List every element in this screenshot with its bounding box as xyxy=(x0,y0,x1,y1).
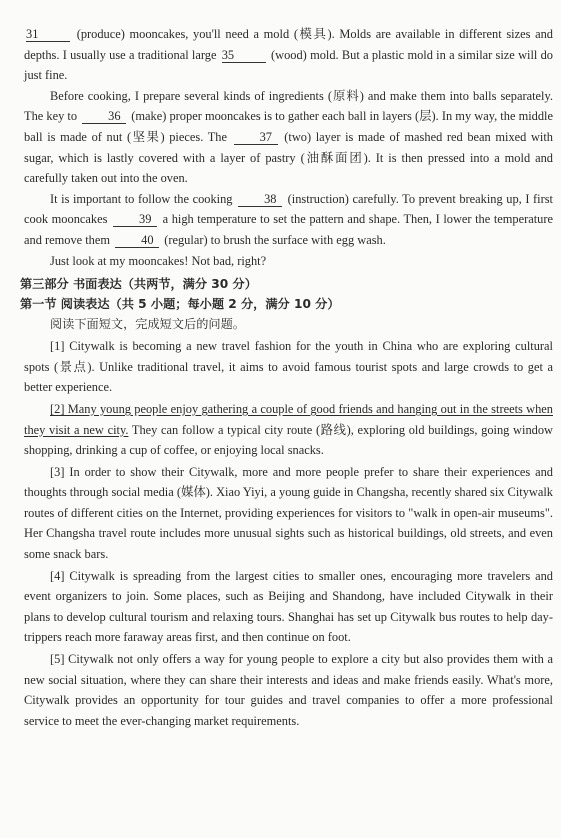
underlined-sentence: [2] Many young people enjoy gathering a couple of good friends and hanging out in the streets when they visit a new city. xyxy=(24,401,553,437)
cloze-paragraph-2 xyxy=(24,86,553,189)
cloze-paragraph-4: Just look at my mooncakes! Not bad, right? xyxy=(50,253,267,268)
blank-39: 39 xyxy=(113,213,157,227)
cloze-paragraph-3 xyxy=(24,189,553,251)
cloze-text: (make) proper mooncakes is to gather each ball in layers (层). In my way, the middle ball is made of nut (坚果) pieces. The xyxy=(24,109,553,144)
passage-text: They can follow a typical city route (路线), exploring old buildings, going window shopping, drinking a cup of coffee, or enjoying local snacks. xyxy=(24,422,553,458)
blank-40: 40 xyxy=(115,234,159,248)
cloze-text: (regular) to brush the surface with egg wash. xyxy=(164,232,386,247)
passage-paragraph-4: [4] Citywalk is spreading from the largest cities to smaller ones, encouraging more travelers and event organizers to join. Some places, such as Beijing and Shandong, have included Citywalk in their plans to develop cultural tourism and relaxing tours. Shanghai has set up Citywalk bus routes to help day-trippers reach more faraway areas first, and then continue on foot. xyxy=(24,568,553,645)
part3-title: 第三部分 书面表达（共两节，满分 30 分） xyxy=(20,277,257,292)
cloze-text: a high temperature to set the pattern and shape. Then, I lower the temperature and remove them xyxy=(24,212,553,247)
blank-36: 36 xyxy=(82,110,126,124)
cloze-text: It is important to follow the cooking xyxy=(50,191,233,206)
blank-35: 35 xyxy=(222,49,266,63)
cloze-text: (wood) mold. But a plastic mold in a similar size will do just fine. xyxy=(24,47,553,83)
instructions: 阅读下面短文，完成短文后的问题。 xyxy=(50,317,245,332)
cloze-text: Before cooking, I prepare several kinds of ingredients (原料) and make them into balls separately. The key to xyxy=(24,88,553,124)
cloze-paragraph-1 xyxy=(24,24,553,86)
passage-paragraph-1: [1] Citywalk is becoming a new travel fashion for the youth in China who are exploring cultural spots (景点). Unlike traditional travel, it aims to avoid famous tourist spots and large crowds to get a better experience. xyxy=(24,339,553,395)
cloze-text: (produce) mooncakes, you'll need a mold (模具). Molds are available in different sizes and depths. I usually use a traditional large xyxy=(24,27,553,62)
blank-31: 31 xyxy=(26,28,70,42)
cloze-text: (two) layer is made of mashed red bean mixed with sugar, which is lastly covered with a layer of pastry (油酥面团). It is then pressed into a mold and carefully taken out into the oven. xyxy=(24,129,553,186)
passage-paragraph-3: [3] In order to show their Citywalk, more and more people prefer to share their experiences and thoughts through social media (媒体). Xiao Yiyi, a young guide in Changsha, recently shared six Citywalk routes of different cities on the Internet, providing experiences for visitors to "walk in open-air museums". Her Changsha travel route includes more unusual sights such as historical buildings, old streets, and even some snack bars. xyxy=(24,464,553,562)
section1-title: 第一节 阅读表达（共 5 小题；每小题 2 分，满分 10 分） xyxy=(20,297,340,312)
passage-paragraph-2 xyxy=(24,399,553,461)
passage-paragraph-5: [5] Citywalk not only offers a way for young people to explore a city but also provides them with a new social situation, where they can share their interests and ideas and make friends easily. What's more, Citywalk provides an opportunity for tour guides and travel companies to offer a more professional service to meet the ever-changing market requirements. xyxy=(24,652,553,728)
cloze-text: (instruction) carefully. To prevent breaking up, I first cook mooncakes xyxy=(24,191,553,227)
blank-37: 37 xyxy=(234,131,278,145)
blank-38: 38 xyxy=(238,193,282,207)
